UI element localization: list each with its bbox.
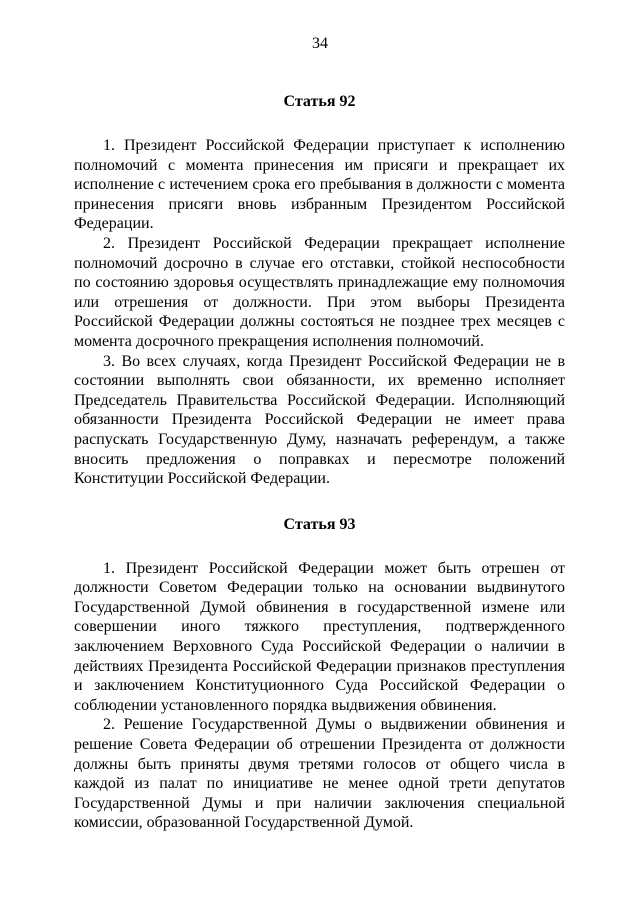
article-paragraph: 2. Президент Российской Федерации прекращает исполнение полномочий досрочно в случае его отставки, стойкой неспособности по состоянию здоровья осуществлять принадлежащие ему полномочия или отрешения от должности. При этом выборы Президента Российской Федерации должны состояться не позднее трех месяцев с момента досрочного прекращения исполнения полномочий. — [74, 234, 565, 350]
article-paragraph: 2. Решение Государственной Думы о выдвижении обвинения и решение Совета Федерации об отрешении Президента от должности должны быть приняты двумя третями голосов от общего числа в каждой из палат по инициативе не менее одной трети депутатов Государственной Думы и при наличии заключения специальной комиссии, образованной Государственной Думой. — [74, 716, 565, 832]
article-92 — [74, 92, 565, 489]
article-paragraph: 3. Во всех случаях, когда Президент Российской Федерации не в состоянии выполнять свои обязанности, их временно исполняет Председатель Правительства Российской Федерации. Исполняющий обязанности Президента Российской Федерации не имеет права распускать Государственную Думу, назначать референдум, а также вносить предложения о поправках и пересмотре положений Конституции Российской Федерации. — [74, 352, 565, 488]
article-paragraph: 1. Президент Российской Федерации может быть отрешен от должности Советом Федерации только на основании выдвинутого Государственной Думой обвинения в государственной измене или совершении иного тяжкого преступления, подтвержденного заключением Верховного Суда Российской Федерации о наличии в действиях Президента Российской Федерации признаков преступления и заключением Конституционного Суда Российской Федерации о соблюдении установленного порядка выдвижения обвинения. — [74, 559, 565, 714]
article-title: Статья 92 — [283, 93, 356, 110]
document-body — [74, 92, 565, 833]
article-title: Статья 93 — [283, 515, 356, 533]
page-number: 34 — [312, 35, 328, 52]
article-93 — [74, 515, 565, 833]
article-paragraph: 1. Президент Российской Федерации приступает к исполнению полномочий с момента принесения им присяги и прекращает их исполнение с истечением срока его пребывания в должности с момента принесения присяги вновь избранным Президентом Российской Федерации. — [74, 137, 565, 233]
